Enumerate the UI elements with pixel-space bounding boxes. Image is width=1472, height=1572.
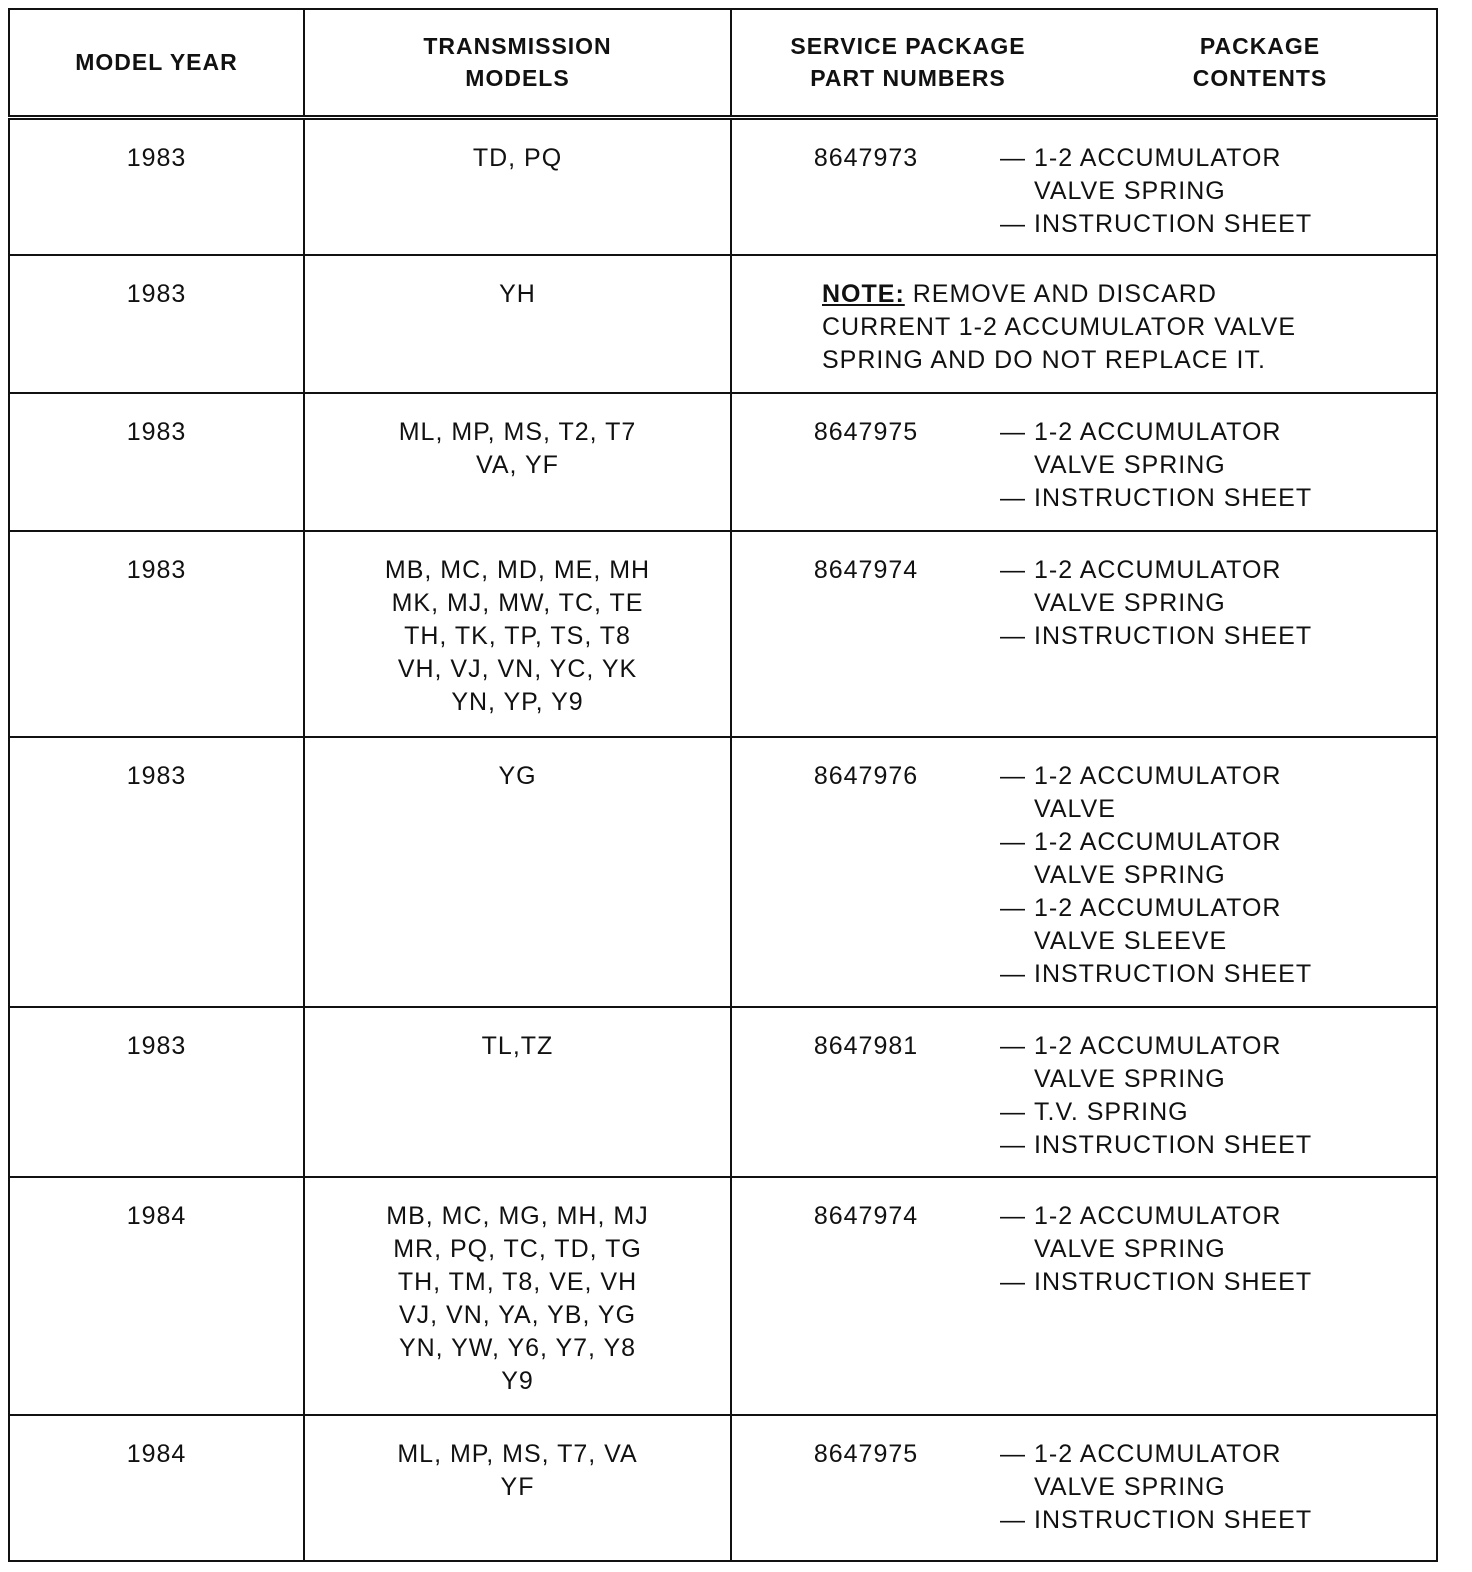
item-text-line: INSTRUCTION SHEET [1034, 1268, 1313, 1296]
transmission-models-line: Y9 [501, 1367, 534, 1395]
model-year-cell: 1983 [9, 117, 304, 255]
transmission-models-cell [304, 1415, 731, 1561]
transmission-models-line: MB, MC, MD, ME, MH [384, 556, 651, 584]
item-text-line: VALVE SPRING [1034, 451, 1226, 479]
item-text-line: 1-2 ACCUMULATOR [1034, 1440, 1282, 1468]
item-text [1034, 416, 1281, 482]
package-contents-list [1000, 1438, 1436, 1537]
item-text-line: 1-2 ACCUMULATOR [1034, 1202, 1282, 1230]
item-text [1034, 1438, 1281, 1504]
item-text-line: T.V. SPRING [1034, 1098, 1189, 1126]
service-package-table [8, 8, 1438, 1562]
package-contents-item [1000, 620, 1436, 653]
package-contents-item [1000, 1266, 1436, 1299]
transmission-models-line: YH [499, 280, 536, 308]
item-dash: — [1000, 894, 1026, 922]
model-year-cell: 1983 [9, 737, 304, 1007]
package-contents-item [1000, 1129, 1436, 1162]
header-transmission-line-2: MODELS [465, 65, 570, 92]
item-dash: — [1000, 143, 1026, 172]
item-dash: — [1000, 1268, 1026, 1296]
part-number: 8647973 [813, 143, 919, 172]
transmission-models-line: TH, TM, T8, VE, VH [397, 1268, 638, 1296]
part-number: 8647974 [813, 1202, 919, 1230]
item-dash: — [1000, 1098, 1026, 1126]
item-text [1034, 1129, 1312, 1162]
table-row [9, 1007, 1437, 1177]
note-text-line: REMOVE AND DISCARD [904, 280, 1217, 308]
package-contents-item [1000, 1096, 1436, 1129]
item-text-line: 1-2 ACCUMULATOR [1034, 828, 1282, 856]
item-text [1034, 482, 1312, 515]
header-package-contents-line-1: PACKAGE [1199, 33, 1321, 60]
model-year-cell: 1983 [9, 531, 304, 737]
package-contents-item [1000, 208, 1436, 241]
package-cell [731, 531, 1437, 737]
item-text-line: 1-2 ACCUMULATOR [1034, 1032, 1282, 1060]
note-text-line: SPRING AND DO NOT REPLACE IT. [822, 346, 1266, 374]
part-number: 8647975 [813, 418, 919, 446]
header-service-package-line-1: SERVICE PACKAGE [790, 33, 1026, 60]
header-transmission-line-1: TRANSMISSION [423, 33, 612, 60]
item-text-line: VALVE SPRING [1034, 176, 1226, 205]
transmission-models-line: MR, PQ, TC, TD, TG [393, 1235, 642, 1263]
transmission-models-line: TL,TZ [481, 1032, 554, 1060]
package-contents-item [1000, 482, 1436, 515]
table-body [9, 117, 1437, 1561]
package-cell [731, 117, 1437, 255]
part-number: 8647974 [813, 556, 919, 584]
item-text-line: VALVE SPRING [1034, 589, 1226, 617]
package-cell [731, 255, 1437, 393]
table-row [9, 1415, 1437, 1561]
transmission-models-line: MK, MJ, MW, TC, TE [391, 589, 644, 617]
item-dash: — [1000, 1440, 1026, 1468]
transmission-models-line: VA, YF [476, 451, 559, 479]
item-text-line: 1-2 ACCUMULATOR [1034, 894, 1282, 922]
package-cell [731, 393, 1437, 531]
item-text [1034, 554, 1281, 620]
header-transmission-models [304, 9, 731, 117]
item-text-line: VALVE SPRING [1034, 861, 1226, 889]
item-dash: — [1000, 762, 1026, 790]
table-row [9, 737, 1437, 1007]
item-dash: — [1000, 1032, 1026, 1060]
package-contents-item [1000, 892, 1436, 958]
package-contents-item [1000, 760, 1436, 826]
package-note [732, 256, 1436, 377]
item-text [1034, 760, 1281, 826]
table-row [9, 531, 1437, 737]
item-text [1034, 1504, 1312, 1537]
item-text-line: VALVE SPRING [1034, 1235, 1226, 1263]
transmission-models-cell [304, 393, 731, 531]
package-contents-item [1000, 1200, 1436, 1266]
item-text-line: 1-2 ACCUMULATOR [1034, 143, 1282, 172]
model-year-cell: 1983 [9, 393, 304, 531]
item-dash: — [1000, 209, 1026, 238]
item-text-line: INSTRUCTION SHEET [1034, 960, 1313, 988]
transmission-models-line: MB, MC, MG, MH, MJ [386, 1202, 649, 1230]
package-contents-item [1000, 416, 1436, 482]
package-contents-item [1000, 554, 1436, 620]
item-dash: — [1000, 1202, 1026, 1230]
transmission-models-line: YG [498, 762, 537, 790]
part-number: 8647976 [813, 762, 919, 790]
item-text [1034, 1266, 1312, 1299]
part-number: 8647981 [813, 1032, 919, 1060]
transmission-models-line: YF [500, 1473, 535, 1501]
transmission-models-line: VH, VJ, VN, YC, YK [397, 655, 638, 683]
table-row [9, 117, 1437, 255]
item-dash: — [1000, 960, 1026, 988]
table-row [9, 1177, 1437, 1415]
transmission-models-cell [304, 117, 731, 255]
package-cell [731, 737, 1437, 1007]
package-contents-item [1000, 958, 1436, 991]
item-text [1034, 1200, 1281, 1266]
header-model-year: MODEL YEAR [9, 9, 304, 117]
transmission-models-line: TD, PQ [472, 143, 563, 172]
package-contents-list [1000, 416, 1436, 515]
transmission-models-line: ML, MP, MS, T7, VA [397, 1440, 638, 1468]
transmission-models-line: TH, TK, TP, TS, T8 [404, 622, 631, 650]
table-row [9, 255, 1437, 393]
item-dash: — [1000, 556, 1026, 584]
item-text-line: 1-2 ACCUMULATOR [1034, 418, 1282, 446]
item-text [1034, 142, 1281, 208]
transmission-models-line: YN, YP, Y9 [451, 688, 584, 716]
package-cell [731, 1177, 1437, 1415]
table-header-row [9, 9, 1437, 117]
model-year-cell: 1984 [9, 1415, 304, 1561]
package-contents-list [1000, 142, 1436, 241]
transmission-models-line: ML, MP, MS, T2, T7 [398, 418, 637, 446]
item-text-line: INSTRUCTION SHEET [1034, 622, 1313, 650]
model-year-cell: 1984 [9, 1177, 304, 1415]
transmission-models-cell [304, 531, 731, 737]
package-contents-item [1000, 826, 1436, 892]
package-contents-item [1000, 1438, 1436, 1504]
item-text-line: INSTRUCTION SHEET [1034, 1506, 1313, 1534]
table-row [9, 393, 1437, 531]
header-service-package [732, 30, 1084, 94]
transmission-models-cell [304, 1177, 731, 1415]
item-text-line: INSTRUCTION SHEET [1034, 484, 1313, 512]
header-package-contents [1084, 30, 1436, 94]
package-contents-item [1000, 142, 1436, 208]
item-text [1034, 826, 1281, 892]
note-label: NOTE: [822, 280, 905, 308]
item-dash: — [1000, 1131, 1026, 1159]
item-dash: — [1000, 418, 1026, 446]
item-dash: — [1000, 622, 1026, 650]
item-dash: — [1000, 484, 1026, 512]
package-contents-list [1000, 1200, 1436, 1299]
item-text-line: 1-2 ACCUMULATOR [1034, 762, 1282, 790]
transmission-models-cell [304, 737, 731, 1007]
package-contents-list [1000, 760, 1436, 991]
item-text-line: VALVE SPRING [1034, 1065, 1226, 1093]
item-text [1034, 892, 1281, 958]
transmission-models-cell [304, 255, 731, 393]
item-dash: — [1000, 1506, 1026, 1534]
header-service-package-line-2: PART NUMBERS [810, 65, 1006, 92]
model-year-cell: 1983 [9, 1007, 304, 1177]
item-text [1034, 208, 1312, 241]
package-cell [731, 1007, 1437, 1177]
item-text-line: VALVE [1034, 795, 1116, 823]
item-text-line: 1-2 ACCUMULATOR [1034, 556, 1282, 584]
transmission-models-line: YN, YW, Y6, Y7, Y8 [398, 1334, 637, 1362]
transmission-models-cell [304, 1007, 731, 1177]
item-text [1034, 1096, 1189, 1129]
part-number: 8647975 [813, 1440, 919, 1468]
service-package-sheet [8, 8, 1436, 1560]
model-year-cell: 1983 [9, 255, 304, 393]
transmission-models-line: VJ, VN, YA, YB, YG [398, 1301, 637, 1329]
item-text [1034, 1030, 1281, 1096]
item-dash: — [1000, 828, 1026, 856]
item-text [1034, 620, 1312, 653]
item-text-line: VALVE SPRING [1034, 1473, 1226, 1501]
item-text-line: INSTRUCTION SHEET [1034, 1131, 1313, 1159]
package-contents-item [1000, 1504, 1436, 1537]
header-package-contents-line-2: CONTENTS [1192, 65, 1328, 92]
package-contents-item [1000, 1030, 1436, 1096]
note-text-line: CURRENT 1-2 ACCUMULATOR VALVE [822, 313, 1297, 341]
item-text [1034, 958, 1312, 991]
package-cell [731, 1415, 1437, 1561]
package-contents-list [1000, 554, 1436, 653]
header-package-group [731, 9, 1437, 117]
item-text-line: INSTRUCTION SHEET [1034, 209, 1313, 238]
package-contents-list [1000, 1030, 1436, 1162]
item-text-line: VALVE SLEEVE [1034, 927, 1228, 955]
